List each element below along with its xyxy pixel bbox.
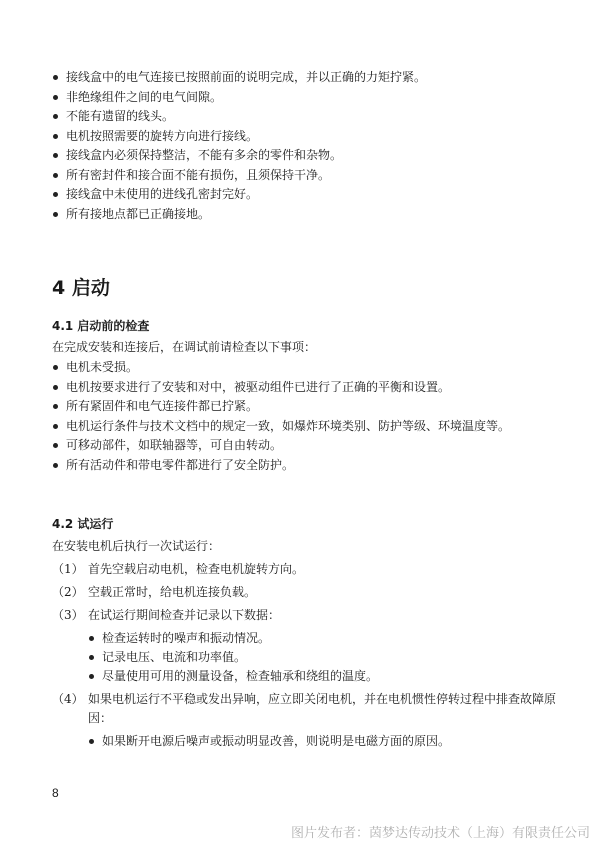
connection-checklist bbox=[52, 68, 426, 224]
list-item: 接线盒中的电气连接已按照前面的说明完成，并以正确的力矩拧紧。 bbox=[52, 68, 426, 88]
list-item: 电机运行条件与技术文档中的规定一致，如爆炸环境类别、防护等级、环境温度等。 bbox=[52, 417, 510, 437]
list-item: 检查运转时的噪声和振动情况。 bbox=[88, 629, 572, 648]
step-number: （1） bbox=[52, 562, 84, 576]
step-item bbox=[52, 560, 572, 579]
list-item: 电机按要求进行了安装和对中，被驱动组件已进行了正确的平衡和设置。 bbox=[52, 378, 510, 398]
publisher-watermark: 图片发布者：茵梦达传动技术（上海）有限责任公司 bbox=[290, 826, 590, 841]
step-item bbox=[52, 690, 572, 728]
page-number: 8 bbox=[52, 786, 59, 800]
list-item: 所有接地点都已正确接地。 bbox=[52, 205, 426, 225]
list-item: 所有紧固件和电气连接件都已拧紧。 bbox=[52, 397, 510, 417]
list-item: 可移动部件，如联轴器等，可自由转动。 bbox=[52, 436, 510, 456]
list-item: 接线盒中未使用的进线孔密封完好。 bbox=[52, 185, 426, 205]
list-item: 接线盒内必须保持整洁，不能有多余的零件和杂物。 bbox=[52, 146, 426, 166]
step-item bbox=[52, 606, 572, 625]
list-item: 所有活动件和带电零件都进行了安全防护。 bbox=[52, 456, 510, 476]
list-item: 记录电压、电流和功率值。 bbox=[88, 648, 572, 667]
trial-run-steps bbox=[52, 560, 572, 755]
section-intro-4-1: 在完成安装和连接后，在调试前请检查以下事项： bbox=[52, 340, 317, 354]
step-3-sublist bbox=[88, 629, 572, 686]
step-text: 空载正常时，给电机连接负载。 bbox=[88, 585, 257, 599]
list-item: 尽量使用可用的测量设备，检查轴承和绕组的温度。 bbox=[88, 667, 572, 686]
chapter-title: 4 启动 bbox=[52, 277, 110, 299]
list-item: 如果断开电源后噪声或振动明显改善，则说明是电磁方面的原因。 bbox=[88, 732, 572, 751]
list-item: 所有密封件和接合面不能有损伤，且须保持干净。 bbox=[52, 166, 426, 186]
step-item bbox=[52, 583, 572, 602]
step-number: （3） bbox=[52, 608, 84, 622]
section-heading-4-2: 4.2 试运行 bbox=[52, 517, 114, 531]
step-4-sublist bbox=[88, 732, 572, 751]
step-number: （2） bbox=[52, 585, 84, 599]
pre-start-checklist bbox=[52, 358, 510, 475]
step-text: 首先空载启动电机，检查电机旋转方向。 bbox=[88, 562, 305, 576]
step-text: 如果电机运行不平稳或发出异响，应立即关闭电机，并在电机惯性停转过程中排查故障原因： bbox=[88, 692, 557, 725]
section-heading-4-1: 4.1 启动前的检查 bbox=[52, 319, 150, 333]
step-number: （4） bbox=[52, 692, 84, 706]
list-item: 不能有遗留的线头。 bbox=[52, 107, 426, 127]
step-text: 在试运行期间检查并记录以下数据： bbox=[88, 608, 281, 622]
list-item: 电机按照需要的旋转方向进行接线。 bbox=[52, 127, 426, 147]
list-item: 非绝缘组件之间的电气间隙。 bbox=[52, 88, 426, 108]
list-item: 电机未受损。 bbox=[52, 358, 510, 378]
section-intro-4-2: 在安装电机后执行一次试运行： bbox=[52, 539, 221, 553]
